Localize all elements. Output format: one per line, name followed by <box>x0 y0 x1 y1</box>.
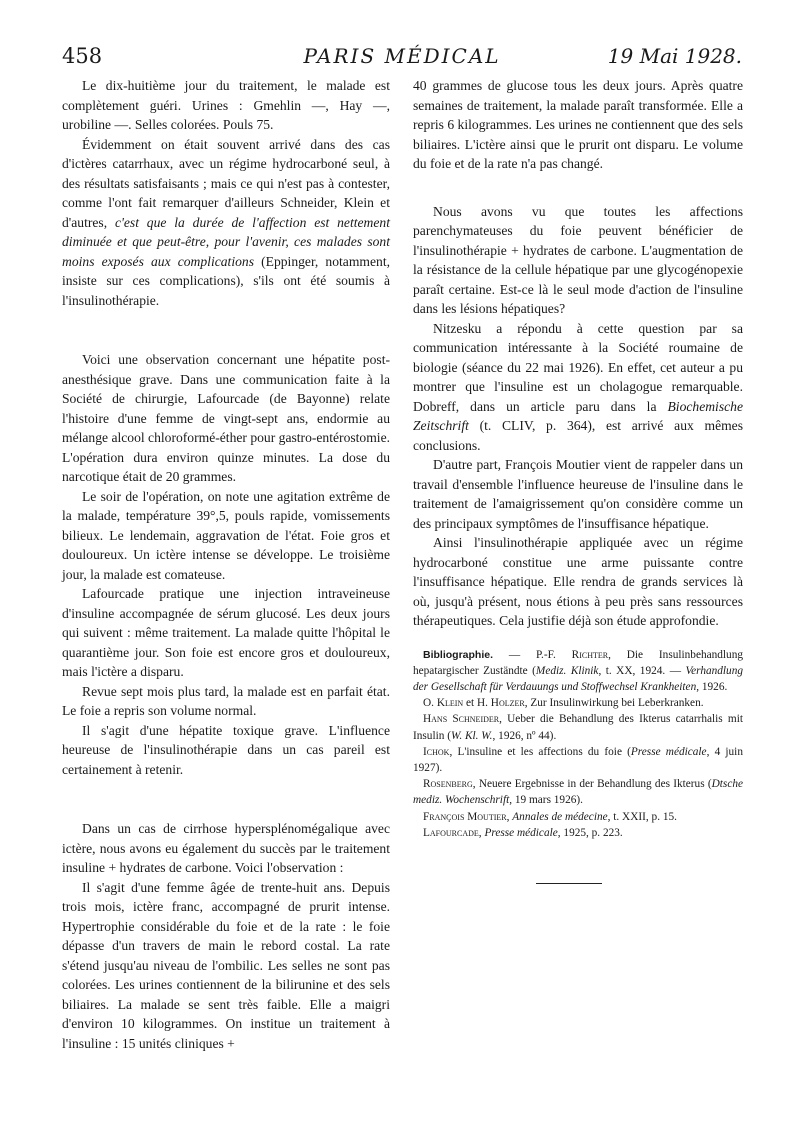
paragraph: Voici une observation concernant une hépatite post-anesthésique grave. Dans une communication faite à la Société de chirurgie, Lafourcade (de Bayonne) relate l'histoire d'une femme de vingt-sept ans, endormie au mélange alcool chloroformé-éther pour gastro-entérostomie. L'opération dura environ quinze minutes. La dose du narcotique était de 20 grammes. <box>62 352 391 484</box>
author-name: Klein <box>436 697 464 710</box>
issue-date: 19 Mai 1928. <box>607 44 742 68</box>
section-gap <box>62 310 390 350</box>
paragraph: 40 grammes de glucose tous les deux jours. Après quatre semaines de traitement, la malade paraît transformée. Elle a repris 6 kilogrammes. Les urines ne contiennent que des sels biliaires. L'ictère ainsi que le prurit ont disparu. Le volume du foie et de la rate n'a pas changé. <box>413 78 743 171</box>
text-run: , 1926, nº 44). <box>492 729 557 742</box>
bibliography-entry <box>413 744 743 776</box>
left-column <box>62 76 390 1053</box>
text-run: , 19 mars 1926). <box>509 794 583 807</box>
paragraph: Il s'agit d'une hépatite toxique grave. L'influence heureuse de l'insulinothérapie dans un cas pareil est certainement à retenir. <box>62 722 390 777</box>
section-gap <box>413 174 743 202</box>
journal-name: Presse médicale <box>630 745 707 758</box>
paragraph: Revue sept mois plus tard, la malade est en parfait état. Le foie a repris son volume normal. <box>62 683 390 718</box>
bibliography-heading: Bibliographie. <box>423 648 494 661</box>
text-run: Nitzesku a répondu à cette question par sa communication intéressante à la Société roumaine de biologie (séance du 22 mai 1926). En effet, cet auteur a pu montrer que l'insuline est un cholagogue remarquable. Dobreff, dans un article paru dans la <box>413 320 743 414</box>
paragraph <box>62 135 390 311</box>
paragraph: Il s'agit d'une femme âgée de trente-huit ans. Depuis trois mois, ictère franc, accompagné de prurit intense. Hypertrophie considérable du foie et de la rate : le foie dépasse d'un travers de main le rebord costal. La rate s'étend jusqu'au niveau de l'ombilic. Les selles ne sont pas colorées. Les urines contiennent de la bilirunine et des sels biliaires. La malade se sent très faible. Elle a maigri d'environ 10 kilogrammes. On institue un traitement à l'insuline : 15 unités cliniques + <box>62 879 390 1051</box>
paragraph: Le dix-huitième jour du traitement, le malade est complètement guéri. Urines : Gmehlin —, Hay —, urobiline —. Selles colorées. Pouls 75. <box>62 78 390 132</box>
text-run: — P.-F. <box>493 648 572 661</box>
author-name: Ichok <box>423 745 450 758</box>
text-run: , 1926. <box>696 680 728 693</box>
text-run: , 4 juin 1927). <box>413 745 743 774</box>
journal-name: Annales de médecine <box>512 810 608 823</box>
journal-name: Biochemische Zeitschrift <box>413 398 743 433</box>
author-name: François Moutier <box>423 810 507 823</box>
bibliography-entry <box>413 825 743 841</box>
text-run: O. <box>423 697 437 710</box>
emphasis-text: c'est que la durée de l'affection est nettement diminuée et que peut-être, pour l'avenir, ces malades sont moins exposés aux complications <box>62 214 390 269</box>
journal-name: W. Kl. W. <box>450 729 493 742</box>
section-gap <box>62 779 390 819</box>
text-run: , Neuere Ergebnisse in der Behandlung des Ikterus ( <box>472 778 712 791</box>
journal-name: Mediz. Klinik <box>535 664 599 677</box>
text-run: , <box>478 826 485 839</box>
text-run: , Ueber die Behandlung des Ikterus catarrhalis mit Insulin ( <box>413 713 743 742</box>
paragraph: Nous avons vu que toutes les affections parenchymateuses du foie peuvent bénéficier de l'insulinothérapie + hydrates de carbone. L'augmentation de la résistance de la cellule hépatique par une glycogénopexie paraît certaine. Est-ce là le seul mode d'action de l'insuline dans les lésions hépatiques? <box>413 203 743 316</box>
author-name: Holzer <box>490 697 525 710</box>
bibliography <box>413 647 743 841</box>
text-run: Évidemment on était souvent arrivé dans des cas d'ictères catarrhaux, avec un régime hydrocarboné seul, à des résultats satisfaisants ; mais ce qui n'est pas à contester, comme l'ont fait remarquer d'ailleurs Schneider, Klein et d'autres, <box>62 136 390 230</box>
author-name: Lafourcade <box>423 826 479 839</box>
journal-name: Verhandlung der Gesellschaft für Verdauungs und Stoffwechsel Krankheiten <box>413 664 744 693</box>
text-run: , L'insuline et les affections du foie ( <box>449 745 631 758</box>
text-run: , Die Insulinbehandlung hepatargischer Zuständte ( <box>413 648 744 677</box>
page-header <box>62 42 742 76</box>
author-name: Richter <box>571 648 609 661</box>
text-run: et H. <box>463 697 491 710</box>
author-name: Rosenberg <box>423 778 473 791</box>
paragraph <box>413 319 743 456</box>
paragraph: Lafourcade pratique une injection intraveineuse d'insuline accompagnée de sérum glucosé. Les deux jours qui suivent : même traitement. La malade quitte l'hôpital le quarantième jour. Son foie est encore gros et douloureux, mais l'ictère a disparu. <box>62 586 390 679</box>
bibliography-entry <box>413 809 743 825</box>
text-run: , 1925, p. 223. <box>557 826 623 839</box>
text-run: , t. XXII, p. 15. <box>607 810 677 823</box>
bibliography-entry <box>413 711 743 743</box>
text-run: , Zur Insulinwirkung bei Leberkranken. <box>524 697 704 710</box>
end-rule <box>536 883 602 884</box>
paragraph: Ainsi l'insulinothérapie appliquée avec un régime hydrocarboné constitue une arme puissante contre l'insuffisance hépatique. Elle rendra de grands services là où, jusqu'à présent, nous étions à peu près sans ressources thérapeutiques. Cela justifie déjà son étude approfondie. <box>413 535 743 628</box>
right-column <box>413 76 743 841</box>
paragraph: Le soir de l'opération, on note une agitation extrême de la malade, température 39°,5, pouls rapide, vomissements bilieux. Le lendemain, aggravation de l'état. Foie gros et douloureux. Un ictère intense se développe. Le troisième jour, la malade est comateuse. <box>62 488 390 582</box>
bibliography-entry <box>413 695 743 711</box>
text-run: , t. XX, 1924. — <box>598 664 686 677</box>
bibliography-entry <box>413 647 743 696</box>
journal-name: Dtsche mediz. Wochenschrift <box>413 778 743 807</box>
journal-title: PARIS MÉDICAL <box>303 44 501 68</box>
paragraph: D'autre part, François Moutier vient de rappeler dans un travail d'ensemble l'influence heureuse de l'insuline dans le traitement de l'amaigrissement qu'on considère comme un des principaux symptômes de l'insuffisance hépatique. <box>413 457 743 531</box>
bibliography-entry <box>413 776 743 808</box>
text-run: (t. CLIV, p. 364), est arrivé aux mêmes conclusions. <box>413 418 743 453</box>
text-run: , <box>506 810 513 823</box>
page-number: 458 <box>62 44 103 68</box>
journal-name: Presse médicale <box>484 826 558 839</box>
paragraph: Dans un cas de cirrhose hypersplénomégalique avec ictère, nous avons eu également du succès par le traitement insuline + hydrates de carbone. Voici l'observation : <box>62 821 390 875</box>
text-run: (Eppinger, notamment, insiste sur ces complications), s'ils ont été soumis à l'insulinothérapie. <box>62 253 390 308</box>
author-name: Hans Schneider <box>423 713 500 726</box>
